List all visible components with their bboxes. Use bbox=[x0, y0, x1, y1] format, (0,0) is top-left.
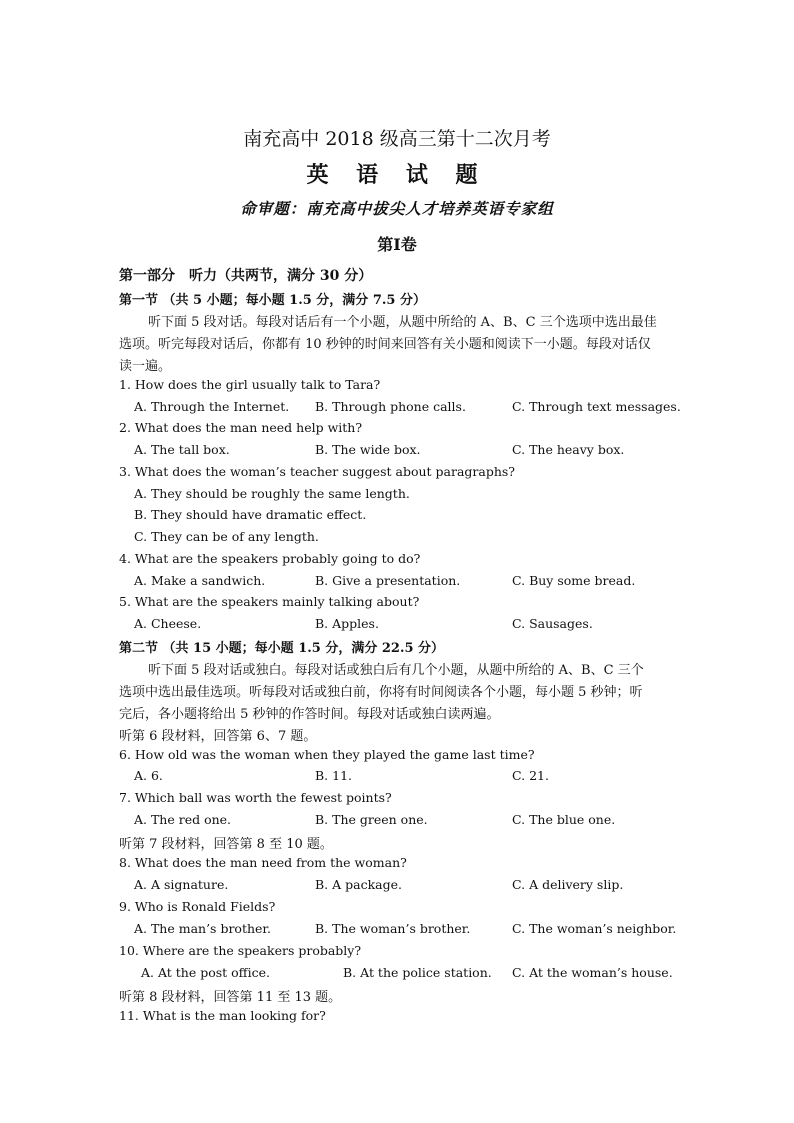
q5-option-c: C. Sausages. bbox=[512, 616, 593, 631]
section2-instruction-line3: 完后，各小题将给出 5 秒钟的作答时间。每段对话或独白读两遍。 bbox=[119, 707, 500, 722]
question-5: 5. What are the speakers mainly talking about? bbox=[119, 594, 420, 609]
question-3: 3. What does the woman’s teacher suggest about paragraphs? bbox=[119, 464, 516, 479]
q9-option-a: A. The man’s brother. bbox=[134, 921, 271, 936]
question-9: 9. Who is Ronald Fields? bbox=[119, 899, 276, 914]
section2-heading: 第二节 （共 15 小题；每小题 1.5 分，满分 22.5 分） bbox=[119, 641, 445, 656]
question-8: 8. What does the man need from the woman? bbox=[119, 855, 407, 870]
author-line: 命审题：南充高中拔尖人才培养英语专家组 bbox=[240, 199, 554, 218]
q4-option-c: C. Buy some bread. bbox=[512, 573, 636, 588]
material-7-note: 听第 7 段材料，回答第 8 至 10 题。 bbox=[119, 837, 333, 852]
question-6: 6. How old was the woman when they played the game last time? bbox=[119, 747, 535, 762]
q1-option-b: B. Through phone calls. bbox=[315, 399, 466, 414]
q9-option-b: B. The woman’s brother. bbox=[315, 921, 471, 936]
material-8-note: 听第 8 段材料，回答第 11 至 13 题。 bbox=[119, 990, 342, 1005]
question-11: 11. What is the man looking for? bbox=[119, 1008, 326, 1023]
question-10: 10. Where are the speakers probably? bbox=[119, 943, 362, 958]
q4-option-a: A. Make a sandwich. bbox=[134, 573, 266, 588]
q6-option-c: C. 21. bbox=[512, 768, 549, 783]
q6-option-a: A. 6. bbox=[134, 768, 163, 783]
subject-title: 英 语 试 题 bbox=[306, 162, 488, 188]
section1-instruction-line1: 听下面 5 段对话。每段对话后有一个小题，从题中所给的 A、B、C 三个选项中选出最佳 bbox=[148, 315, 657, 330]
section1-instruction-line3: 读一遍。 bbox=[119, 359, 172, 374]
question-7: 7. Which ball was worth the fewest points? bbox=[119, 790, 392, 805]
q4-option-b: B. Give a presentation. bbox=[315, 573, 461, 588]
section2-instruction-line2: 选项中选出最佳选项。听每段对话或独白前，你将有时间阅读各个小题，每小题 5 秒钟；听 bbox=[119, 685, 643, 700]
q8-option-c: C. A delivery slip. bbox=[512, 877, 624, 892]
question-4: 4. What are the speakers probably going to do? bbox=[119, 551, 421, 566]
q2-option-b: B. The wide box. bbox=[315, 442, 421, 457]
q10-option-b: B. At the police station. bbox=[343, 965, 492, 980]
q8-option-b: B. A package. bbox=[315, 877, 402, 892]
q9-option-c: C. The woman’s neighbor. bbox=[512, 921, 677, 936]
q1-option-c: C. Through text messages. bbox=[512, 399, 681, 414]
q2-option-c: C. The heavy box. bbox=[512, 442, 625, 457]
q5-option-b: B. Apples. bbox=[315, 616, 379, 631]
section1-heading: 第一节 （共 5 小题；每小题 1.5 分，满分 7.5 分） bbox=[119, 293, 426, 308]
q3-option-c: C. They can be of any length. bbox=[134, 529, 319, 544]
q6-option-b: B. 11. bbox=[315, 768, 353, 783]
q10-option-c: C. At the woman’s house. bbox=[512, 965, 673, 980]
q3-option-b: B. They should have dramatic effect. bbox=[134, 507, 367, 522]
material-6-note: 听第 6 段材料，回答第 6、7 题。 bbox=[119, 729, 317, 744]
part1-heading: 第一部分 听力（共两节，满分 30 分） bbox=[119, 268, 373, 284]
q7-option-b: B. The green one. bbox=[315, 812, 428, 827]
question-1: 1. How does the girl usually talk to Tara? bbox=[119, 377, 381, 392]
section1-instruction-line2: 选项。听完每段对话后，你都有 10 秒钟的时间来回答有关小题和阅读下一小题。每段对话仅 bbox=[119, 337, 651, 352]
q7-option-c: C. The blue one. bbox=[512, 812, 616, 827]
q2-option-a: A. The tall box. bbox=[134, 442, 230, 457]
volume-title: 第Ⅰ卷 bbox=[377, 235, 417, 254]
q5-option-a: A. Cheese. bbox=[134, 616, 202, 631]
q1-option-a: A. Through the Internet. bbox=[134, 399, 290, 414]
question-2: 2. What does the man need help with? bbox=[119, 420, 363, 435]
q8-option-a: A. A signature. bbox=[134, 877, 229, 892]
school-title: 南充高中 2018 级高三第十二次月考 bbox=[243, 128, 551, 150]
q10-option-a: A. At the post office. bbox=[141, 965, 270, 980]
q3-option-a: A. They should be roughly the same length. bbox=[134, 486, 410, 501]
section2-instruction-line1: 听下面 5 段对话或独白。每段对话或独白后有几个小题，从题中所给的 A、B、C 三个 bbox=[148, 663, 644, 678]
q7-option-a: A. The red one. bbox=[134, 812, 232, 827]
